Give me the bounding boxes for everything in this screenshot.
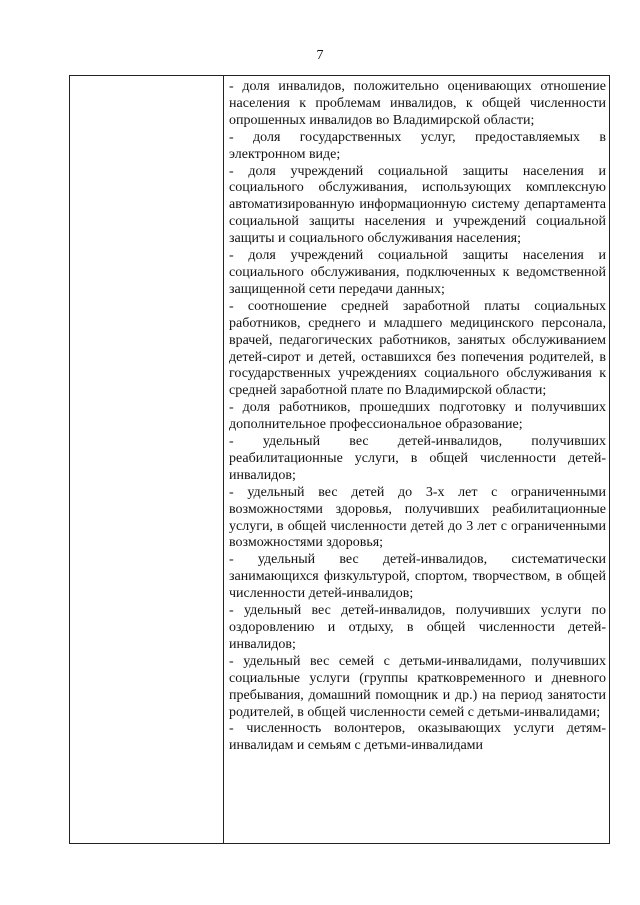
table-left-cell <box>70 76 224 843</box>
table-right-cell <box>229 79 606 755</box>
indicator-item: - соотношение средней заработной платы социальных работников, среднего и младшего медицинского персонала, врачей, педагогических работников, занятых обслуживанием детей-сирот и детей, оставшихся без попечения родителей, в государственных учреждениях социального обслуживания к средней заработной плате по Владимирской области; <box>229 298 606 399</box>
indicator-item: - удельный вес детей-инвалидов, получивших реабилитационные услуги, в общей численности детей-инвалидов; <box>229 434 606 483</box>
indicator-item: - доля государственных услуг, предоставляемых в электронном виде; <box>229 129 606 162</box>
indicator-item: - доля учреждений социальной защиты населения и социального обслуживания, использующих комплексную автоматизированную информационную систему департамента социальной защиты населения и учреждений социальной защиты и социального обслуживания населения; <box>229 163 606 247</box>
indicator-item: - доля работников, прошедших подготовку и получивших дополнительное профессиональное образование; <box>229 400 606 433</box>
indicator-item: - удельный вес детей до 3-х лет с ограниченными возможностями здоровья, получивших реабилитационные услуги, в общей численности детей до 3 лет с ограниченными возможностями здоровья; <box>229 484 606 551</box>
indicator-item: - удельный вес детей-инвалидов, получивших услуги по оздоровлению и отдыху, в общей численности детей-инвалидов; <box>229 603 606 652</box>
page-number: 7 <box>316 48 324 63</box>
indicator-item: - численность волонтеров, оказывающих услуги детям-инвалидам и семьям с детьми-инвалидами <box>229 721 606 754</box>
indicators-table <box>69 75 610 844</box>
indicator-item: - доля учреждений социальной защиты населения и социального обслуживания, подключенных к ведомственной защищенной сети передачи данных; <box>229 248 606 297</box>
indicator-item: - удельный вес детей-инвалидов, систематически занимающихся физкультурой, спортом, творчеством, в общей численности детей-инвалидов; <box>229 552 606 602</box>
indicator-item: - удельный вес семей с детьми-инвалидами, получивших социальные услуги (группы кратковременного и дневного пребывания, домашний помощник и др.) на период занятости родителей, в общей численности семей с детьми-инвалидами; <box>229 653 606 720</box>
indicator-item: - доля инвалидов, положительно оценивающих отношение населения к проблемам инвалидов, к общей численности опрошенных инвалидов во Владимирской области; <box>229 79 606 128</box>
